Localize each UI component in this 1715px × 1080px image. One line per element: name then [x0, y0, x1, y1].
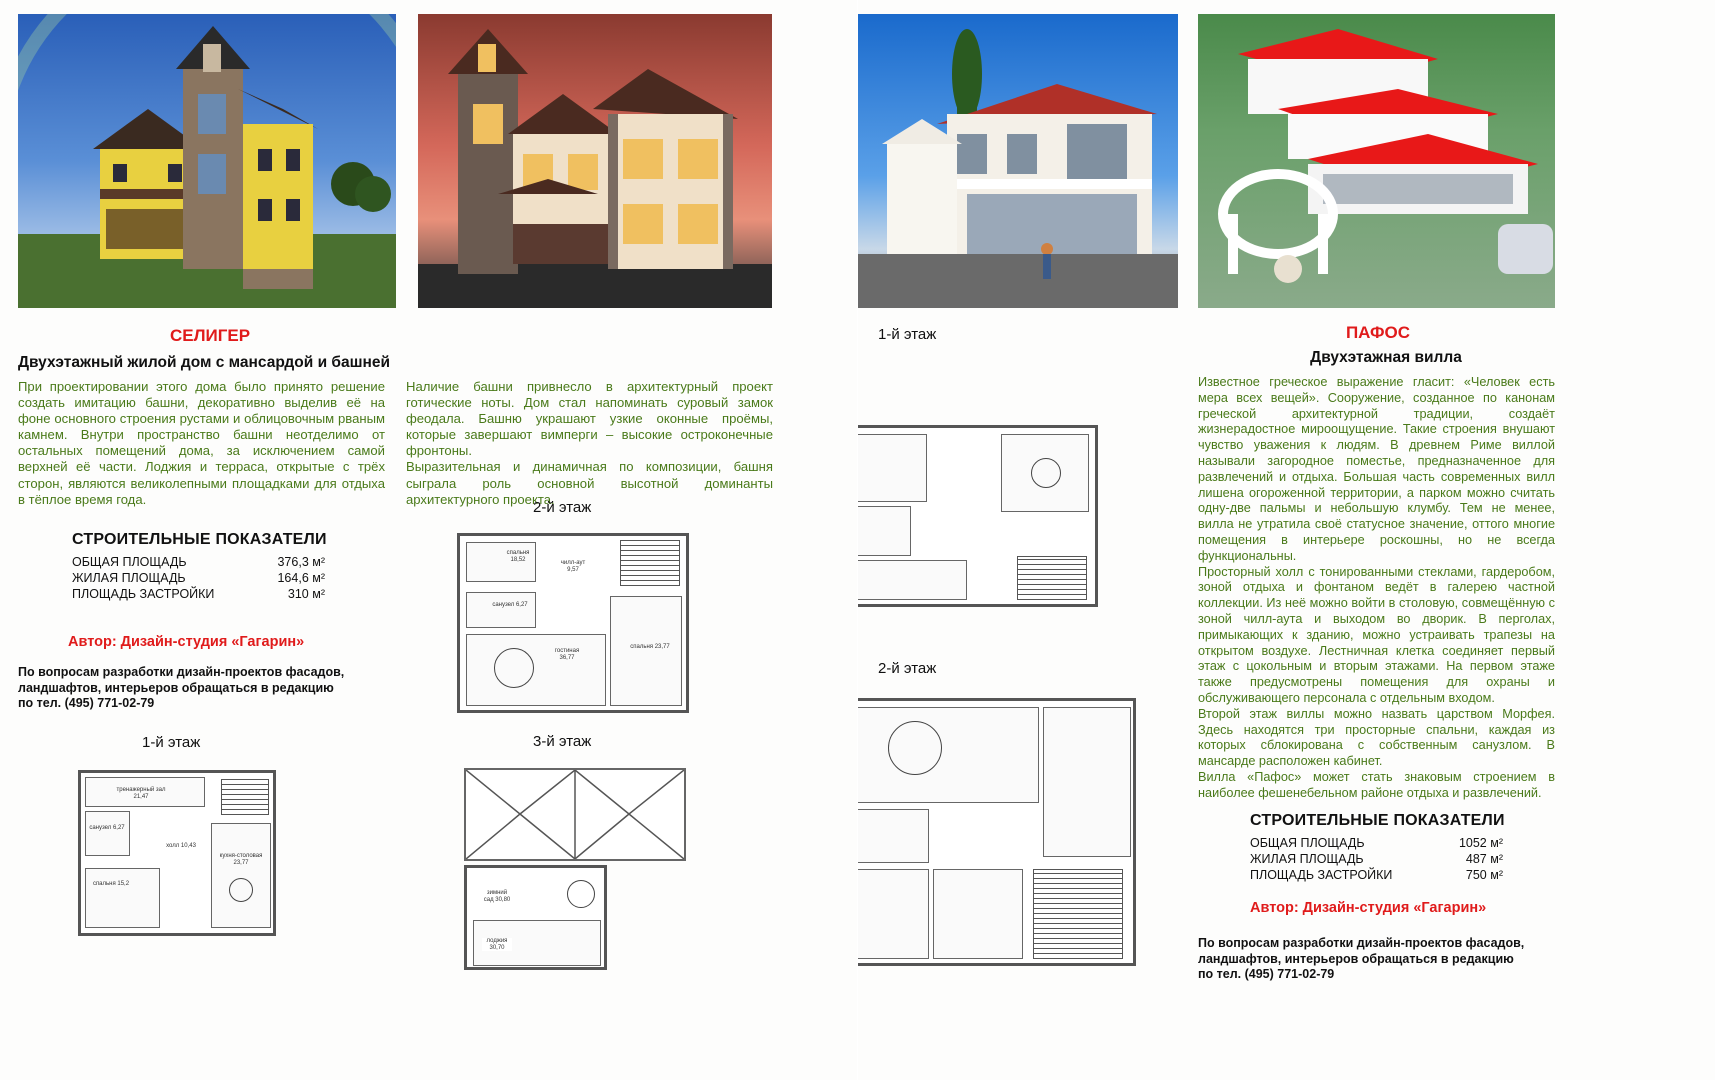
room [466, 634, 606, 706]
room [610, 596, 682, 706]
left-page [0, 0, 857, 1080]
room-label: спальня 15,2 [92, 881, 130, 887]
pafos-photo [1198, 14, 1555, 308]
seliger-floor3-label: 3-й этаж [533, 733, 592, 750]
seliger-stat-value-2: 310 м² [287, 587, 325, 601]
pafos-subtitle: Двухэтажная вилла [1310, 349, 1462, 366]
pafos-stats-heading: СТРОИТЕЛЬНЫЕ ПОКАЗАТЕЛИ [1250, 812, 1505, 829]
seliger-text-col1: При проектировании этого дома было принято решение создать имитацию башни, декоративно выделив её на фоне основного строения рустами и облицовочным рваным камнем. Внутри пространство башни неотделимо от остальных помещений дома, за исключением самой верхней её части. Лоджия и терраса, открытые с трёх сторон, являются великолепными площадками для отдыха в тёплое время года. [18, 379, 385, 507]
room [858, 560, 967, 600]
room [858, 434, 927, 502]
round-table [494, 648, 534, 688]
seliger-floor1-plan [78, 770, 276, 936]
seliger-title: СЕЛИГЕР [169, 326, 251, 345]
room-label: спальня 23,77 [630, 644, 670, 650]
entry-stair [0, 0, 18, 40]
seliger-floor3-plan [464, 865, 607, 970]
seliger-text-col2: Наличие башни привнесло в архитектурный проект готические ноты. Дом стал напоминать суровый замок феодала. Башню украшают узкие оконные проёмы, которые завершают вимперги – высокие остроконечные фронтоны. Выразительная и динамичная по композиции, башня сыграла роль основной высотной доминанты архитектурного проекта. [406, 379, 773, 507]
seliger-contact-line-2: по тел. (495) 771-02-79 [18, 696, 155, 710]
spiral-stair [567, 880, 595, 908]
pafos-stat-value-0: 1052 м² [1458, 836, 1503, 850]
seliger-stats-heading: СТРОИТЕЛЬНЫЕ ПОКАЗАТЕЛИ [72, 531, 327, 548]
round-table [1031, 458, 1061, 488]
pafos-contact-line-0: По вопросам разработки дизайн-проектов фасадов, [1198, 936, 1525, 950]
room [85, 811, 130, 856]
seliger-stat-label-1: ЖИЛАЯ ПЛОЩАДЬ [72, 571, 186, 585]
seliger-stat-value-1: 164,6 м² [277, 571, 325, 585]
pafos-stat-label-1: ЖИЛАЯ ПЛОЩАДЬ [1250, 852, 1364, 866]
seliger-floor2-label: 2-й этаж [533, 499, 592, 516]
pafos-author: Автор: Дизайн-студия «Гагарин» [1250, 900, 1487, 916]
room [858, 707, 1039, 803]
room-label: холл 10,43 [166, 843, 196, 849]
room [858, 869, 929, 959]
seliger-stat-label-0: ОБЩАЯ ПЛОЩАДЬ [72, 555, 187, 569]
villa-photo-1 [858, 14, 1178, 308]
room-label: кухня-столовая 23,77 [219, 853, 263, 866]
room [85, 868, 160, 928]
dining-table [229, 878, 253, 902]
room [211, 823, 271, 928]
stair [620, 540, 680, 586]
room-label: санузел 6,27 [89, 825, 125, 831]
seliger-stat-label-2: ПЛОЩАДЬ ЗАСТРОЙКИ [72, 587, 215, 601]
pafos-stat-value-2: 750 м² [1465, 868, 1503, 882]
pafos-contact-line-1: ландшафтов, интерьеров обращаться в редакцию [1198, 951, 1514, 966]
seliger-floor1-label: 1-й этаж [142, 734, 201, 751]
room-label: зимний сад 30,80 [483, 890, 511, 903]
seliger-contact [18, 665, 344, 712]
pafos-floor2-label: 2-й этаж [878, 660, 937, 677]
seliger-author: Автор: Дизайн-студия «Гагарин» [68, 634, 305, 650]
room [933, 869, 1023, 959]
seliger-contact-line-0: По вопросам разработки дизайн-проектов фасадов, [18, 665, 345, 679]
pafos-stat-label-0: ОБЩАЯ ПЛОЩАДЬ [1250, 836, 1365, 850]
seliger-stat-value-0: 376,3 м² [277, 555, 325, 569]
stair [1017, 556, 1087, 600]
room [1043, 707, 1131, 857]
pafos-floor2-plan [858, 698, 1136, 966]
room [858, 506, 911, 556]
seliger-floor2-plan [457, 533, 689, 713]
seliger-contact-line-1: ландшафтов, интерьеров обращаться в редакцию [18, 680, 334, 695]
pafos-floor1-plan [858, 425, 1098, 607]
seliger-photo-1 [18, 14, 396, 308]
room-label: лоджия 30,70 [482, 938, 512, 951]
room [858, 809, 929, 863]
pafos-contact [1198, 936, 1524, 983]
stair [1033, 869, 1123, 959]
seliger-subtitle: Двухэтажный жилой дом с мансардой и башней [18, 354, 391, 371]
pafos-contact-line-2: по тел. (495) 771-02-79 [1198, 967, 1335, 981]
pafos-stat-value-1: 487 м² [1465, 852, 1503, 866]
room-label: санузел 6,27 [492, 602, 528, 608]
seliger-roof-plan [464, 768, 686, 861]
pafos-floor1-label: 1-й этаж [878, 326, 937, 343]
room-label: гостиная 36,77 [554, 648, 580, 661]
room-label: тренажерный зал 21,47 [116, 787, 166, 800]
pafos-stat-label-2: ПЛОЩАДЬ ЗАСТРОЙКИ [1250, 868, 1393, 882]
round-table [888, 721, 942, 775]
pafos-text: Известное греческое выражение гласит: «Человек есть мера всех вещей». Сооружение, созданное по канонам греческой архитектурной традиции, создаёт жизнерадостное мироощущение. Такие строения внушают чувство уважения к людям. В древнем Риме виллой называли загородное поместье, предназначенное для развлечений и отдыха. Большая часть современных вилл лишена огороженной территории, а парком можно считать одну-две пальмы и небольшую клумбу. Тем не менее, вилла не утратила своё статусное значение, оттого многие помещения в интерьере роскошны, но не всегда функциональны. Просторный холл с тонированными стеклами, гардеробом, зоной отдыха и фонтаном ведёт в галерею частной коллекции. Из неё можно войти в столовую, совмещённую с зоной чилл-аута и выходом во дворик. В перголах, примыкающих к зданию, можно устраивать трапезы на открытом воздухе. Лестничная клетка соединяет первый этаж с цокольным и вторым этажами. На первом этаже также предусмотрены помещения для охраны и обслуживающего персонала с отдельным входом. Второй этаж виллы можно назвать царством Морфея. Здесь находятся три просторные спальни, каждая из которых сблокирована с собственным санузлом. В мансарде расположен кабинет. Вилла «Пафос» может стать знаковым строением в наиболее фешенебельном районе отдыха и развлечений. [1198, 375, 1555, 800]
room-label: чилл-аут 9,57 [560, 560, 586, 573]
stair [221, 779, 269, 815]
room-label: спальня 18,52 [506, 550, 530, 563]
right-page [858, 0, 1715, 1080]
room [466, 592, 536, 628]
pafos-title: ПАФОС [1345, 323, 1411, 342]
seliger-photo-2 [418, 14, 772, 308]
